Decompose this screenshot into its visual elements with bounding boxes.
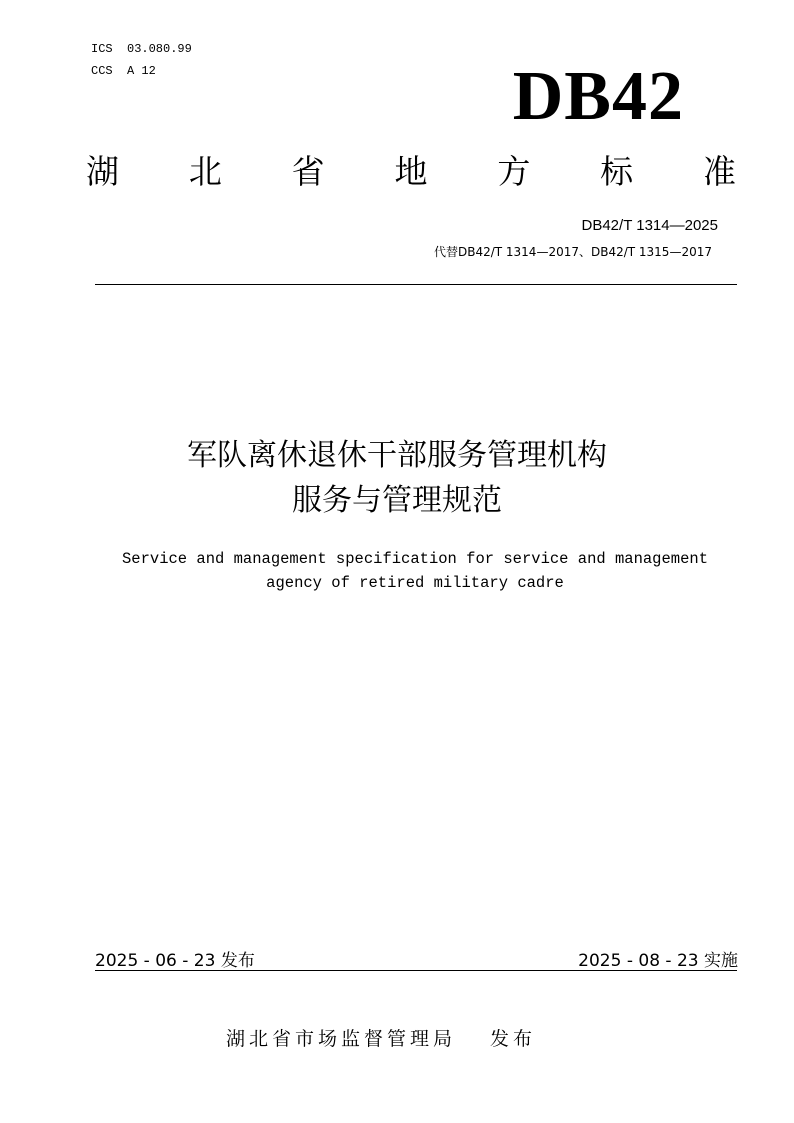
ccs-code: CCS A 12 [91, 64, 156, 78]
english-title-line: Service and management specification for service and management [122, 550, 708, 568]
standard-kind-char: 标 [600, 152, 634, 191]
chinese-title-line: 军队离休退休干部服务管理机构 [187, 438, 607, 473]
header-divider [95, 284, 737, 285]
db42-logo: DB42 [512, 58, 684, 135]
standard-kind-char: 地 [394, 152, 428, 191]
footer-divider [95, 970, 737, 971]
chinese-title-line: 服务与管理规范 [292, 483, 502, 518]
standard-kind-char: 北 [188, 152, 222, 191]
issuer-name: 湖北省市场监督管理局 [226, 1028, 457, 1050]
standard-kind-char: 方 [497, 152, 531, 191]
ics-code: ICS 03.080.99 [91, 42, 192, 56]
english-title [0, 547, 794, 595]
classification-codes [91, 38, 192, 82]
standard-kind-char: 省 [291, 152, 325, 191]
standard-number: DB42/T 1314—2025 [581, 217, 718, 234]
english-title-line: agency of retired military cadre [266, 574, 564, 592]
publish-date: 2025 - 06 - 23 发布 [95, 951, 255, 971]
issuer-line [226, 1024, 536, 1051]
standard-kind-char: 湖 [86, 152, 119, 191]
issuer-action: 发布 [490, 1028, 537, 1050]
implement-date: 2025 - 08 - 23 实施 [578, 951, 738, 971]
chinese-title [0, 433, 794, 523]
standard-kind-char: 准 [702, 152, 736, 191]
standard-kind-heading [86, 152, 736, 192]
replaces-note: 代替DB42/T 1314—2017、DB42/T 1315—2017 [433, 245, 712, 259]
